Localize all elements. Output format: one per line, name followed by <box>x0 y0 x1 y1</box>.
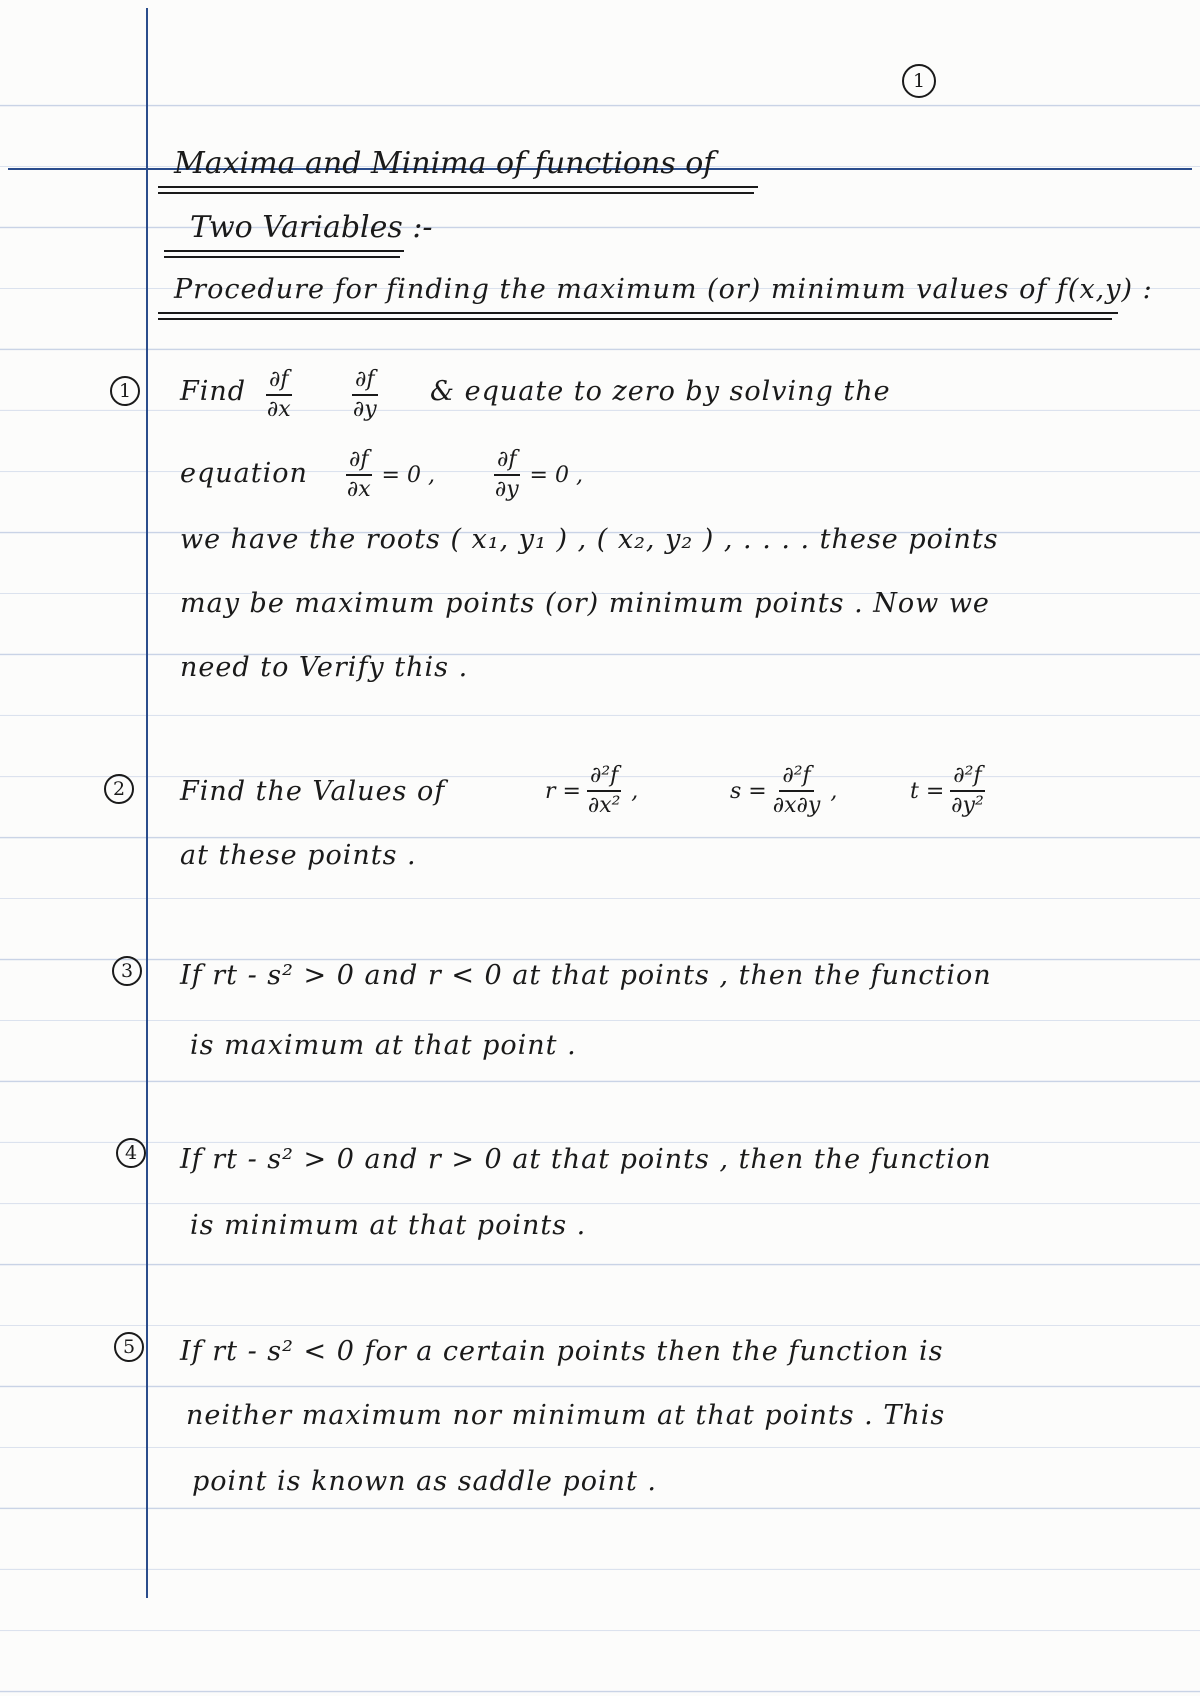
fraction-numerator: ∂f <box>346 448 372 476</box>
subtitle-underline-2 <box>164 256 400 258</box>
fraction-label: s = <box>730 778 767 804</box>
page-subtitle: Two Variables :- <box>190 210 433 245</box>
fraction-denominator: ∂y <box>352 397 377 423</box>
fraction-numerator: ∂f <box>494 448 520 476</box>
step-2-find-values: Find the Values of <box>180 776 446 807</box>
step-3-marker: 3 <box>112 956 142 986</box>
step-1-marker: 1 <box>110 376 140 406</box>
step-1-find: Find <box>180 376 247 407</box>
step-5-neither: neither maximum nor minimum at that points . This <box>186 1400 946 1431</box>
fraction-df-dy <box>348 368 382 422</box>
fraction-denominator: ∂x² <box>587 793 621 819</box>
comma: , <box>830 778 838 804</box>
step-1-roots-line: we have the roots ( x₁, y₁ ) , ( x₂, y₂ ) , . . . . these points <box>180 524 999 555</box>
margin-line <box>146 8 148 1598</box>
fraction-numerator: ∂f <box>352 368 378 396</box>
procedure-underline <box>158 312 1118 314</box>
step-2-at-points: at these points . <box>180 840 417 871</box>
step-1-maybe-line: may be maximum points (or) minimum points . Now we <box>180 588 990 619</box>
fraction-suffix: = 0 , <box>529 462 583 488</box>
fraction-t <box>910 764 989 818</box>
fraction-df-dx <box>262 368 296 422</box>
fraction-s <box>730 764 837 818</box>
step-3-result: is maximum at that point . <box>190 1030 577 1061</box>
fraction-suffix: = 0 , <box>381 462 435 488</box>
fraction-numerator: ∂²f <box>587 764 621 792</box>
fraction-denominator: ∂x∂y <box>772 793 821 819</box>
subtitle-underline <box>164 250 404 252</box>
step-5-marker: 5 <box>114 1332 144 1362</box>
page-number: 1 <box>902 64 936 98</box>
page-title: Maxima and Minima of functions of <box>174 146 715 181</box>
fraction-denominator: ∂y² <box>951 793 984 819</box>
step-3-condition: If rt - s² > 0 and r < 0 at that points , then the function <box>180 960 992 991</box>
step-4-result: is minimum at that points . <box>190 1210 587 1241</box>
step-2-marker: 2 <box>104 774 134 804</box>
step-1-verify-line: need to Verify this . <box>180 652 469 683</box>
step-4-condition: If rt - s² > 0 and r > 0 at that points , then the function <box>180 1144 992 1175</box>
fraction-numerator: ∂f <box>266 368 292 396</box>
procedure-underline-2 <box>158 318 1112 320</box>
step-1-line-equate: & equate to zero by solving the <box>430 376 891 407</box>
step-5-saddle: point is known as saddle point . <box>192 1466 657 1497</box>
fraction-label: r = <box>545 778 581 804</box>
comma: , <box>631 778 639 804</box>
fraction-numerator: ∂²f <box>779 764 813 792</box>
title-underline-2 <box>158 192 754 194</box>
fraction-denominator: ∂x <box>266 397 291 423</box>
step-4-marker: 4 <box>116 1138 146 1168</box>
fraction-numerator: ∂²f <box>950 764 984 792</box>
fraction-denominator: ∂y <box>494 477 519 503</box>
equation-df-dx-zero <box>342 448 435 502</box>
fraction-r <box>545 764 638 818</box>
step-5-condition: If rt - s² < 0 for a certain points then the function is <box>180 1336 944 1367</box>
fraction-label: t = <box>910 778 945 804</box>
title-underline <box>158 186 758 188</box>
equation-df-dy-zero <box>490 448 583 502</box>
fraction-denominator: ∂x <box>346 477 371 503</box>
procedure-heading: Procedure for finding the maximum (or) minimum values of f(x,y) : <box>174 274 1153 305</box>
step-1-equation-label: equation <box>180 458 308 489</box>
